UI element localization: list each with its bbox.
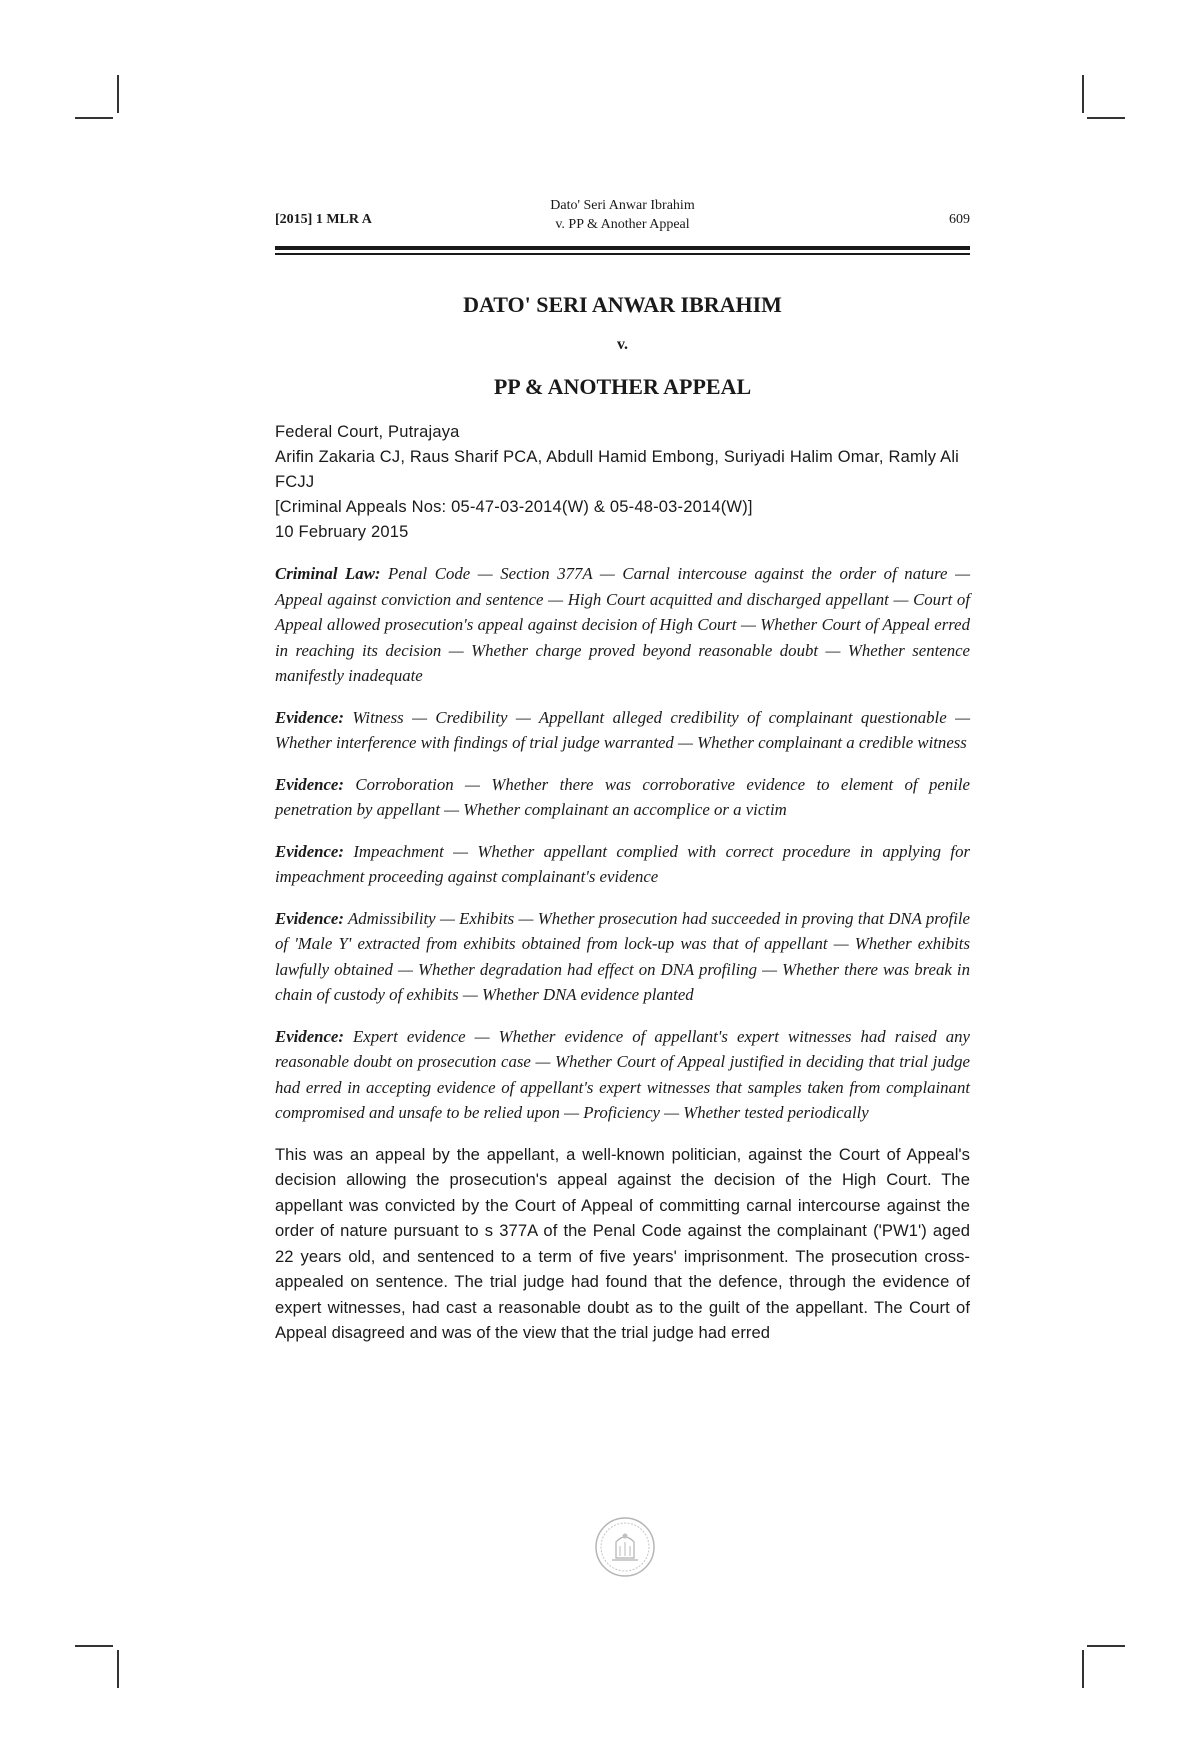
catchword-paragraph bbox=[275, 705, 970, 756]
catchword-paragraph bbox=[275, 772, 970, 823]
catchword-text: Witness — Credibility — Appellant alleged credibility of complainant questionable — Whether interference with findings of trial judge warranted — Whether complainant a credible witness bbox=[275, 707, 970, 752]
court-seal-icon bbox=[594, 1516, 656, 1578]
case-versus: v. bbox=[616, 336, 629, 353]
catchword-text: Admissibility — Exhibits — Whether prosecution had succeeded in proving that DNA profile of 'Male Y' extracted from exhibits obtained from lock-up was that of appellant — Whether exhibits lawfully obtained — Whether degradation had effect on DNA profiling — Whether there was break in chain of custody of exhibits — Whether DNA evidence planted bbox=[275, 908, 970, 1004]
court-name: Federal Court, Putrajaya bbox=[275, 423, 460, 441]
catchword-text: Impeachment — Whether appellant complied with correct procedure in applying for impeachment proceeding against complainant's evidence bbox=[275, 841, 970, 886]
running-case-name bbox=[275, 196, 970, 234]
crop-mark-icon bbox=[1082, 1650, 1084, 1688]
catchwords bbox=[275, 561, 970, 1126]
crop-mark-icon bbox=[117, 1650, 119, 1688]
catchword-paragraph bbox=[275, 1024, 970, 1126]
crop-mark-icon bbox=[1087, 1645, 1125, 1647]
catchword-subject: Evidence: bbox=[275, 707, 344, 727]
header-rule-thick bbox=[275, 246, 970, 250]
page-number: 609 bbox=[949, 212, 970, 227]
crop-mark-icon bbox=[75, 1645, 113, 1647]
catchword-subject: Evidence: bbox=[275, 841, 344, 861]
catchword-subject: Criminal Law: bbox=[275, 564, 381, 583]
crop-mark-icon bbox=[1087, 117, 1125, 119]
crop-mark-icon bbox=[75, 117, 113, 119]
crop-mark-icon bbox=[1082, 75, 1084, 113]
judges: Arifin Zakaria CJ, Raus Sharif PCA, Abdull Hamid Embong, Suriyadi Halim Omar, Ramly Ali FCJJ bbox=[275, 448, 960, 491]
catchword-paragraph bbox=[275, 839, 970, 890]
running-head bbox=[275, 196, 970, 236]
decision-date: 10 February 2015 bbox=[275, 523, 409, 541]
catchword-text: Expert evidence — Whether evidence of appellant's expert witnesses had raised any reasonable doubt on prosecution case — Whether Court of Appeal justified in deciding that trial judge had erred in accepting evidence of appellant's expert witnesses that samples taken from complainant compromised and unsafe to be relied upon — Proficiency — Whether tested periodically bbox=[275, 1026, 970, 1122]
running-case-line1: Dato' Seri Anwar Ibrahim bbox=[550, 198, 695, 213]
appeal-numbers: [Criminal Appeals Nos: 05-47-03-2014(W) & 05-48-03-2014(W)] bbox=[275, 498, 753, 516]
citation: [2015] 1 MLR A bbox=[275, 212, 372, 227]
case-metadata bbox=[275, 420, 970, 545]
page-content bbox=[275, 292, 970, 1346]
catchword-paragraph bbox=[275, 906, 970, 1008]
catchword-paragraph bbox=[275, 561, 970, 689]
running-case-line2: v. PP & Another Appeal bbox=[555, 217, 690, 232]
catchword-subject: Evidence: bbox=[275, 1026, 344, 1046]
case-title-party1: DATO' SERI ANWAR IBRAHIM bbox=[463, 292, 782, 317]
catchword-text: Corroboration — Whether there was corroborative evidence to element of penile penetration by appellant — Whether complainant an accomplice or a victim bbox=[275, 774, 970, 819]
catchword-text: Penal Code — Section 377A — Carnal intercouse against the order of nature — Appeal against conviction and sentence — High Court acquitted and discharged appellant — Court of Appeal allowed prosecution's appeal against decision of High Court — Whether Court of Appeal erred in reaching its decision — Whether charge proved beyond reasonable doubt — Whether sentence manifestly inadequate bbox=[275, 564, 970, 685]
case-title-party2: PP & ANOTHER APPEAL bbox=[493, 374, 752, 399]
catchword-subject: Evidence: bbox=[275, 908, 344, 928]
headnote-paragraph: This was an appeal by the appellant, a well-known politician, against the Court of Appeal's decision allowing the prosecution's appeal against the decision of the High Court. The appellant was convicted by the Court of Appeal of committing carnal intercourse against the order of nature pursuant to s 377A of the Penal Code against the complainant ('PW1') aged 22 years old, and sentenced to a term of five years' imprisonment. The prosecution cross-appealed on sentence. The trial judge had found that the defence, through the evidence of expert witnesses, had cast a reasonable doubt as to the guilt of the appellant. The Court of Appeal disagreed and was of the view that the trial judge had erred bbox=[275, 1144, 970, 1342]
catchword-subject: Evidence: bbox=[275, 774, 344, 794]
header-rule-thin bbox=[275, 253, 970, 255]
crop-mark-icon bbox=[117, 75, 119, 113]
